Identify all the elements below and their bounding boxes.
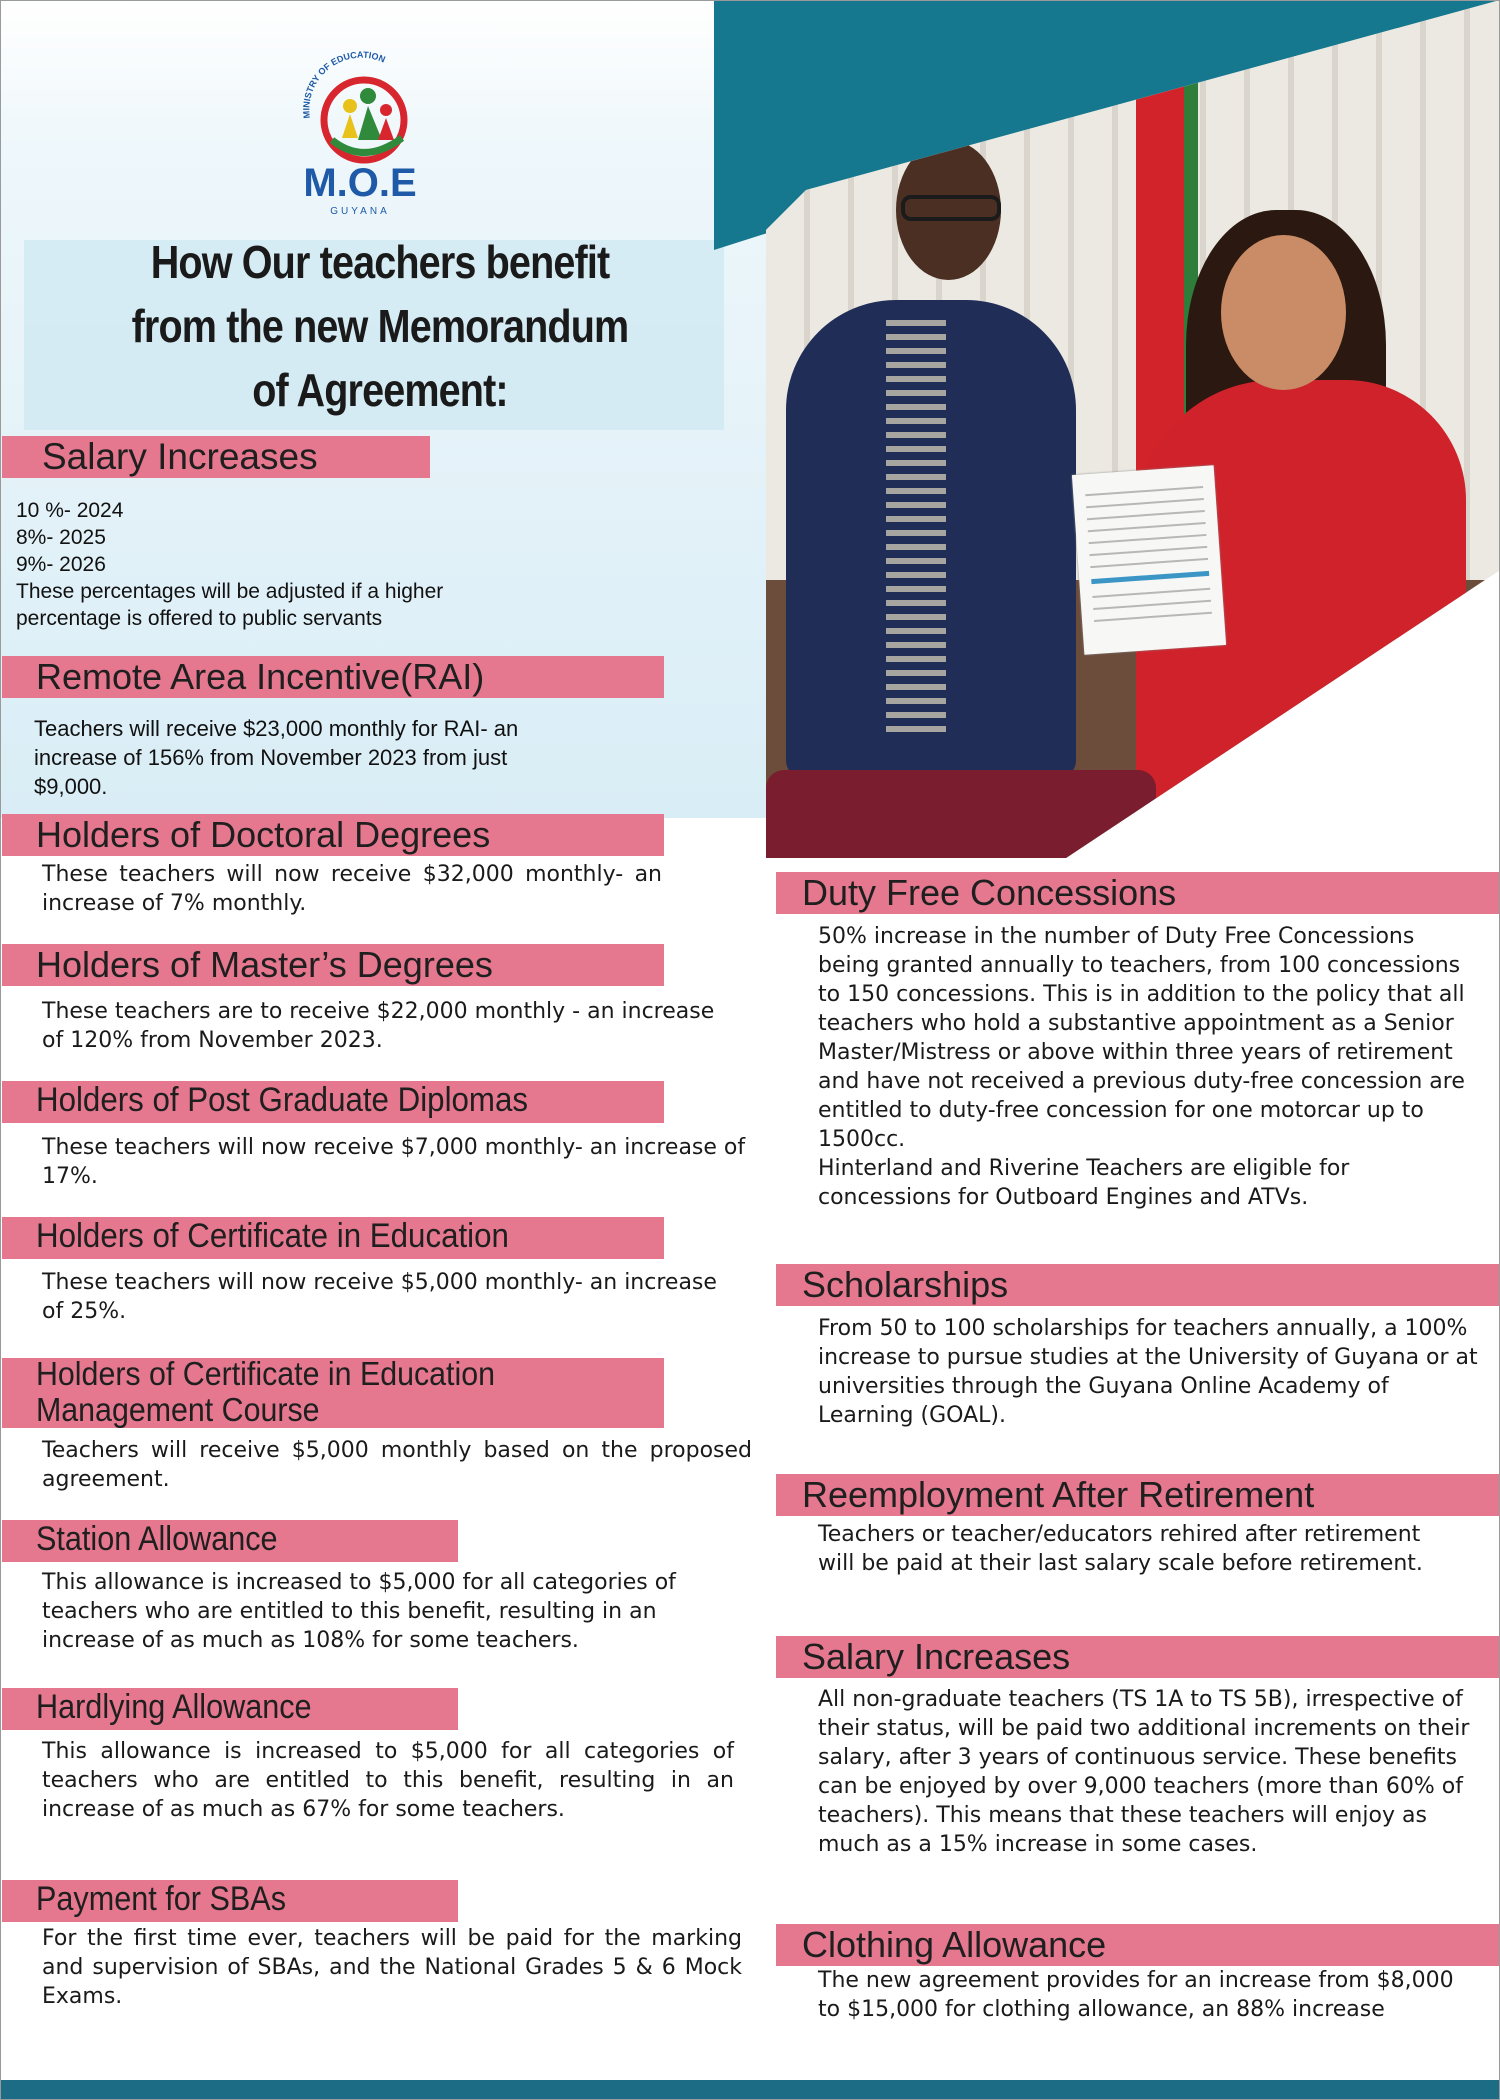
payment-sbas-text: For the first time ever, teachers will be paid for the marking and supervision of SBAs, and the National Grades 5 & 6 Mock Exams.: [42, 1926, 742, 2009]
hardlying-allowance-text: This allowance is increased to $5,000 for all categories of teachers who are entitled to this benefit, resulting in an increase of as much as 67% for some teachers.: [42, 1739, 734, 1822]
moe-logo-icon: [292, 48, 432, 218]
agreement-document: [1072, 465, 1226, 654]
heading-hardlying-allowance: Hardlying Allowance: [36, 1688, 312, 1726]
doctoral-text: These teachers will now receive $32,000 monthly- an increase of 7% monthly.: [42, 862, 662, 916]
duty-free-text: 50% increase in the number of Duty Free Concessions being granted annually to teachers, from 100 concessions to 150 concessions. This is in addition to the policy that all teachers who hold a substantive appointment as a Senior Master/Mistress or above within three years of retirement and have not received a previous duty-free concession are entitled to duty-free concession for one motorcar up to 1500cc. Hinterland and Riverine Teachers are eligible for concessions for Outboard Engines and ATVs.: [818, 924, 1465, 1210]
heading-doctoral-degrees: Holders of Doctoral Degrees: [36, 814, 491, 855]
heading-payment-for-sbas: Payment for SBAs: [36, 1880, 287, 1918]
woman-face: [1221, 235, 1346, 390]
management-course-text: Teachers will receive $5,000 monthly based on the proposed agreement.: [42, 1438, 752, 1492]
title-line-2: from the new Memorandum: [131, 300, 629, 352]
glasses-icon: [901, 195, 1001, 221]
chair-back: [766, 770, 1156, 858]
logo-arc-text: MINISTRY OF EDUCATION: [301, 49, 387, 119]
heading-reemployment-after-retirement: Reemployment After Retirement: [802, 1474, 1315, 1515]
heading-masters-degrees: Holders of Master’s Degrees: [36, 944, 493, 985]
heading-station-allowance: Station Allowance: [36, 1520, 278, 1558]
heading-clothing-allowance: Clothing Allowance: [802, 1924, 1107, 1965]
clothing-allowance-text: The new agreement provides for an increase from $8,000 to $15,000 for clothing allowance, an 88% increase: [818, 1968, 1454, 2022]
reemployment-text: Teachers or teacher/educators rehired after retirement will be paid at their last salary scale before retirement.: [818, 1522, 1423, 1576]
heading-salary-increases-left: Salary Increases: [42, 436, 318, 477]
heading-certificate-management-course: Holders of Certificate in Education Management Course: [36, 1355, 496, 1428]
heading-duty-free-concessions: Duty Free Concessions: [802, 872, 1177, 913]
title-line-3: of Agreement:: [252, 364, 508, 416]
post-graduate-text: These teachers will now receive $7,000 monthly- an increase of 17%.: [42, 1135, 746, 1189]
logo-letters: M.O.E: [303, 161, 417, 205]
title-line-1: How Our teachers benefit: [150, 236, 610, 288]
shirt-embroidery: [886, 320, 946, 740]
heading-certificate-in-education: Holders of Certificate in Education: [36, 1217, 509, 1255]
station-allowance-text: This allowance is increased to $5,000 for all categories of teachers who are entitled to this benefit, resulting in an increase of as much as 108% for some teachers.: [42, 1570, 676, 1653]
salary-increases-right-text: All non-graduate teachers (TS 1A to TS 5B), irrespective of their status, will be paid two additional increments on their salary, after 3 years of continuous service. These benefits can be enjoyed by over 9,000 teachers (more than 60% of teachers). This means that these teachers will enjoy as much as a 15% increase in some cases.: [818, 1687, 1470, 1857]
masters-text: These teachers are to receive $22,000 monthly - an increase of 120% from November 2023.: [42, 999, 715, 1053]
heading-scholarships: Scholarships: [802, 1264, 1009, 1305]
logo-country: GUYANA: [330, 206, 390, 217]
salary-increases-left-text: 10 %- 2024 8%- 2025 9%- 2026 These percentages will be adjusted if a higher percentage is offered to public servants: [16, 499, 444, 630]
heading-post-graduate-diplomas: Holders of Post Graduate Diplomas: [36, 1081, 529, 1119]
rai-text: Teachers will receive $23,000 monthly for RAI- an increase of 156% from November 2023 from just $9,000.: [34, 716, 519, 799]
bottom-bar: [0, 2080, 1500, 2100]
page-title: [79, 230, 681, 422]
heading-remote-area-incentive: Remote Area Incentive(RAI): [36, 656, 485, 697]
heading-salary-increases-right: Salary Increases: [802, 1636, 1071, 1677]
scholarships-text: From 50 to 100 scholarships for teachers annually, a 100% increase to pursue studies at the University of Guyana or at universities through the Guyana Online Academy of Learning (GOAL).: [818, 1316, 1478, 1428]
certificate-text: These teachers will now receive $5,000 monthly- an increase of 25%.: [42, 1270, 717, 1324]
